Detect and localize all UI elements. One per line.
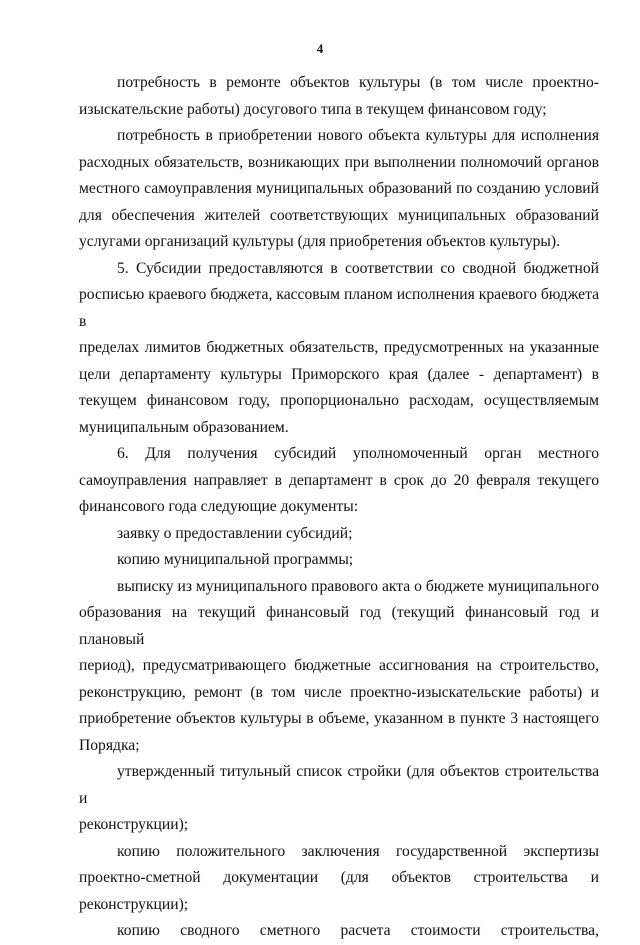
text-line: расходных обязательств, возникающих при выполнении полномочий органов <box>79 153 599 171</box>
text-line: период), предусматривающего бюджетные ассигнования на строительство, <box>79 657 599 674</box>
paragraph-item-5 <box>79 256 599 442</box>
paragraph-repair-need <box>79 70 599 123</box>
text-line: Порядка; <box>79 736 140 754</box>
paragraph-estimate-copy <box>79 918 599 945</box>
text-line: образования на текущий финансовый год (текущий финансовый год и плановый <box>79 604 599 648</box>
text-line: приобретение объектов культуры в объеме, указанном в пункте 3 настоящего <box>79 710 599 727</box>
text-line: реконструкции); <box>79 895 189 913</box>
paragraph-budget-extract <box>79 574 599 760</box>
text-line: пределах лимитов бюджетных обязательств, предусмотренных на указанные <box>79 339 599 356</box>
text-line: текущем финансовом году, пропорционально расходам, осуществляемым <box>79 392 599 409</box>
text-line: финансового года следующие документы: <box>79 498 359 515</box>
paragraph-title-list <box>79 759 599 839</box>
paragraph-expertise-copy <box>79 839 599 919</box>
text-line: местного самоуправления муниципальных образований по созданию условий <box>79 180 599 197</box>
paragraph-subsidy-request <box>79 521 599 548</box>
text-line: утвержденный титульный список стройки (для объектов строительства и <box>79 763 599 807</box>
text-line: услугами организаций культуры (для приобретения объектов культуры). <box>79 233 560 250</box>
text-line: выписку из муниципального правового акта о бюджете муниципального <box>117 577 599 595</box>
text-line: заявку о предоставлении субсидий; <box>117 524 353 542</box>
text-line: самоуправления направляет в департамент в срок до 20 февраля текущего <box>79 471 599 489</box>
text-line: цели департаменту культуры Приморского края (далее - департамент) в <box>79 365 599 383</box>
paragraph-item-6 <box>79 441 599 521</box>
paragraph-program-copy <box>79 547 599 574</box>
text-line: копию муниципальной программы; <box>117 551 354 568</box>
document-body <box>79 70 599 945</box>
text-line: потребность в ремонте объектов культуры (в том числе проектно- <box>117 74 599 91</box>
text-line: реконструкции); <box>79 816 189 833</box>
text-line: для обеспечения жителей соответствующих муниципальных образований <box>79 206 599 224</box>
text-line: 5. Субсидии предоставляются в соответствии со сводной бюджетной <box>117 259 599 277</box>
text-line: копию сводного сметного расчета стоимости строительства, <box>117 922 599 939</box>
text-line: муниципальным образованием. <box>79 418 289 436</box>
text-line: потребность в приобретении нового объекта культуры для исполнения <box>117 127 599 144</box>
page-number: 4 <box>316 41 324 56</box>
text-line: проектно-сметной документации (для объектов строительства и <box>79 869 599 886</box>
text-line: копию положительного заключения государственной экспертизы <box>117 842 599 860</box>
text-line: изыскательские работы) досугового типа в текущем финансовом году; <box>79 100 547 118</box>
text-line: реконструкцию, ремонт (в том числе проектно-изыскательские работы) и <box>79 683 599 701</box>
text-line: росписью краевого бюджета, кассовым планом исполнения краевого бюджета в <box>79 286 599 330</box>
paragraph-acquisition-need <box>79 123 599 256</box>
text-line: 6. Для получения субсидий уполномоченный орган местного <box>117 445 599 462</box>
